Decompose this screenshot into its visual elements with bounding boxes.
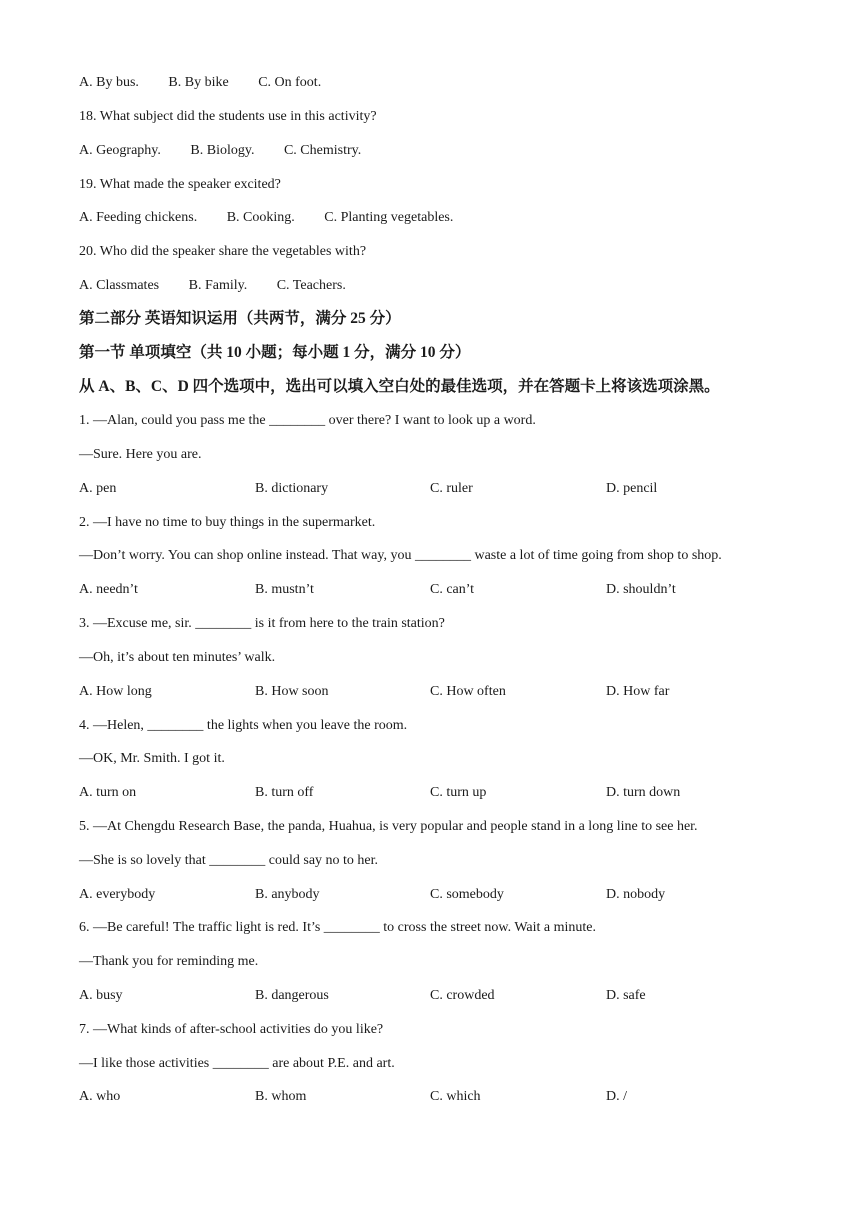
option-a: A. turn on	[79, 785, 137, 800]
option: A. By bus.	[79, 75, 139, 90]
option-c: C. which	[430, 1089, 481, 1104]
option-c: C. somebody	[430, 887, 504, 902]
option: C. Teachers.	[276, 278, 346, 293]
q20-options	[79, 277, 346, 295]
option-c: C. ruler	[430, 481, 473, 496]
option: B. Biology.	[190, 143, 255, 158]
option-d: D. shouldn’t	[606, 582, 676, 597]
option-b: B. anybody	[255, 887, 320, 902]
question-2-line-1: 2. —I have no time to buy things in the supermarket.	[79, 515, 376, 530]
option-b: B. whom	[255, 1089, 307, 1104]
option-d: D. /	[606, 1089, 627, 1104]
option: B. Cooking.	[226, 210, 295, 225]
option-c: C. How often	[430, 684, 506, 699]
option-a: A. who	[79, 1089, 121, 1104]
section1-heading: 第一节 单项填空（共 10 小题；每小题 1 分，满分 10 分）	[79, 344, 471, 361]
option-a: A. needn’t	[79, 582, 138, 597]
option-c: C. turn up	[430, 785, 487, 800]
option-d: D. safe	[606, 988, 646, 1003]
question-1-line-2: —Sure. Here you are.	[79, 447, 202, 462]
q17-options	[79, 74, 321, 92]
option: C. Planting vegetables.	[324, 210, 454, 225]
section1-instruction: 从 A、B、C、D 四个选项中，选出可以填入空白处的最佳选项，并在答题卡上将该选项涂黑。	[79, 378, 720, 395]
option-a: A. How long	[79, 684, 152, 699]
question-4-line-1: 4. —Helen, ________ the lights when you leave the room.	[79, 718, 408, 733]
option-d: D. nobody	[606, 887, 666, 902]
question-2-line-2: —Don’t worry. You can shop online instead. That way, you ________ waste a lot of time going from shop to shop.	[79, 548, 722, 563]
option: A. Classmates	[79, 278, 160, 293]
question-19: 19. What made the speaker excited?	[79, 177, 281, 192]
question-7-line-1: 7. —What kinds of after-school activities do you like?	[79, 1022, 384, 1037]
q18-options	[79, 142, 361, 160]
question-5-line-1: 5. —At Chengdu Research Base, the panda, Huahua, is very popular and people stand in a long line to see her.	[79, 819, 698, 834]
option-a: A. busy	[79, 988, 123, 1003]
question-6-line-2: —Thank you for reminding me.	[79, 954, 259, 969]
option-c: C. crowded	[430, 988, 495, 1003]
question-1-line-1: 1. —Alan, could you pass me the ________ over there? I want to look up a word.	[79, 413, 536, 428]
option: A. Feeding chickens.	[79, 210, 198, 225]
question-3-line-1: 3. —Excuse me, sir. ________ is it from here to the train station?	[79, 616, 445, 631]
option-b: B. dangerous	[255, 988, 329, 1003]
option-b: B. How soon	[255, 684, 329, 699]
option: C. On foot.	[258, 75, 322, 90]
option: A. Geography.	[79, 143, 161, 158]
question-4-line-2: —OK, Mr. Smith. I got it.	[79, 751, 225, 766]
question-18: 18. What subject did the students use in this activity?	[79, 109, 377, 124]
part2-heading: 第二部分 英语知识运用（共两节，满分 25 分）	[79, 310, 401, 327]
option-b: B. mustn’t	[255, 582, 314, 597]
option-a: A. everybody	[79, 887, 156, 902]
question-3-line-2: —Oh, it’s about ten minutes’ walk.	[79, 650, 276, 665]
question-7-line-2: —I like those activities ________ are about P.E. and art.	[79, 1056, 395, 1071]
option-d: D. How far	[606, 684, 670, 699]
option: C. Chemistry.	[283, 143, 362, 158]
option-d: D. pencil	[606, 481, 658, 496]
option-b: B. turn off	[255, 785, 314, 800]
option-b: B. dictionary	[255, 481, 329, 496]
question-6-line-1: 6. —Be careful! The traffic light is red. It’s ________ to cross the street now. Wait a minute.	[79, 920, 597, 935]
question-5-line-2: —She is so lovely that ________ could say no to her.	[79, 853, 379, 868]
option: B. By bike	[168, 75, 229, 90]
question-20: 20. Who did the speaker share the vegetables with?	[79, 244, 367, 259]
option-a: A. pen	[79, 481, 117, 496]
option-c: C. can’t	[430, 582, 475, 597]
option: B. Family.	[188, 278, 248, 293]
option-d: D. turn down	[606, 785, 681, 800]
q19-options	[79, 209, 453, 227]
